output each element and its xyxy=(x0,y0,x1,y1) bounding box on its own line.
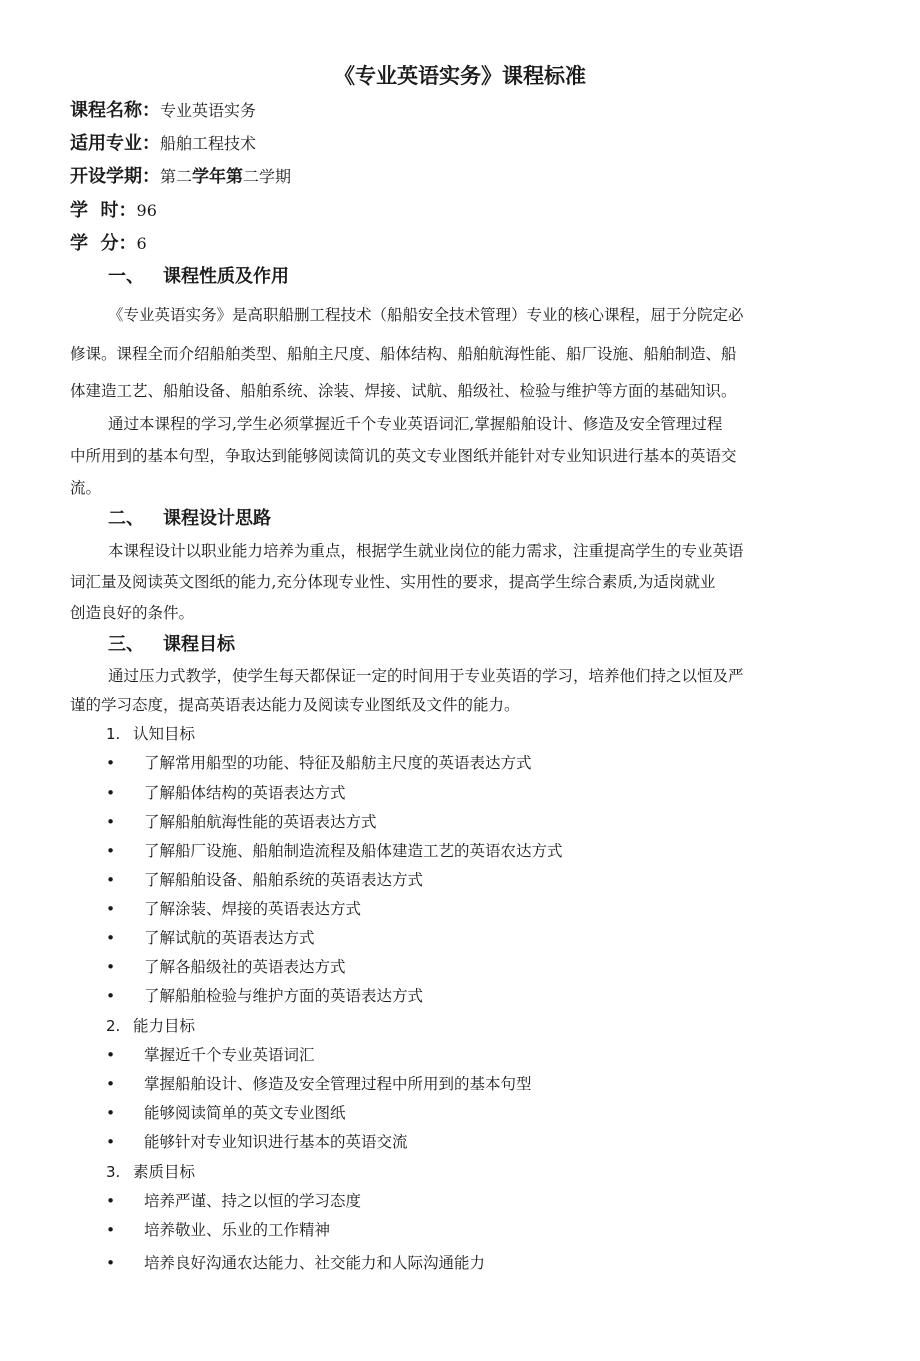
bullet-icon: • xyxy=(106,784,116,802)
goal-label: 能力目标 xyxy=(133,1017,196,1035)
list-item xyxy=(106,1189,361,1213)
list-item xyxy=(106,984,423,1008)
paragraph-line: 创造良好的条件。 xyxy=(70,604,195,622)
meta-label: 适用专业： xyxy=(70,133,160,154)
list-item-text: 了解船厂设施、船舶制造流程及船体建造工艺的英语农达方式 xyxy=(144,842,563,860)
paragraph-line: 词汇量及阅读英文图纸的能力,充分体现专业性、实用性的要求，提高学生综合素质,为适岗就业 xyxy=(70,573,716,591)
paragraph-line: 谨的学习态度，提高英语表达能力及阅读专业图纸及文件的能力。 xyxy=(70,696,520,714)
bullet-icon: • xyxy=(106,929,116,947)
goal-number: 2. xyxy=(106,1017,121,1035)
goal-heading xyxy=(106,1160,195,1184)
section-title: 课程性质及作用 xyxy=(163,266,289,287)
list-item-text: 掌握船舶设计、修造及安全管理过程中所用到的基本句型 xyxy=(144,1075,532,1093)
list-item xyxy=(106,1101,346,1125)
section-title: 课程设计思路 xyxy=(163,508,271,529)
meta-label: 开设学期： xyxy=(70,166,160,187)
list-item xyxy=(106,1043,315,1067)
list-item xyxy=(106,1130,408,1154)
list-item-text: 了解各船级社的英语表达方式 xyxy=(144,958,346,976)
list-item xyxy=(106,1218,330,1242)
list-item-text: 培养良好沟通农达能力、社交能力和人际沟通能力 xyxy=(144,1254,486,1272)
paragraph-line: 体建造工艺、船舶设备、船舶系统、涂装、焊接、试航、船级社、检验与维护等方面的基础知识。 xyxy=(70,382,737,400)
goal-number: 3. xyxy=(106,1163,121,1181)
bullet-icon: • xyxy=(106,1192,116,1210)
bullet-icon: • xyxy=(106,1046,116,1064)
list-item xyxy=(106,839,563,863)
meta-value-part: 二学期 xyxy=(243,167,292,186)
meta-hours xyxy=(70,198,157,224)
section-heading xyxy=(108,632,235,658)
meta-value-part: 学年第 xyxy=(192,167,244,187)
bullet-icon: • xyxy=(106,871,116,889)
bullet-icon: • xyxy=(106,1075,116,1093)
bullet-icon: • xyxy=(106,1133,116,1151)
list-item xyxy=(106,810,377,834)
meta-label: 学 时： xyxy=(70,200,137,221)
paragraph-line: 通过本课程的学习,学生必须掌握近千个专业英语词汇,掌握船舶设计、修造及安全管理过程 xyxy=(108,415,723,433)
meta-value: 专业英语实务 xyxy=(160,101,257,120)
list-item xyxy=(106,781,346,805)
section-number: 二、 xyxy=(108,508,144,529)
list-item-text: 了解常用船型的功能、特征及船舫主尺度的英语表达方式 xyxy=(144,754,532,772)
meta-value: 船舶工程技术 xyxy=(160,134,257,153)
paragraph-line: 修课。课程全而介绍船舶类型、船舶主尺度、船体结构、船舶航海性能、船厂设施、船舶制造、船 xyxy=(70,345,737,363)
list-item xyxy=(106,897,361,921)
section-heading xyxy=(108,264,289,290)
bullet-icon: • xyxy=(106,754,116,772)
list-item-text: 了解船舶检验与维护方面的英语表达方式 xyxy=(144,987,424,1005)
paragraph-line: 《专业英语实务》是高职船删工程技术（船船安全技术管理）专业的核心课程，屈于分院定必 xyxy=(108,306,744,324)
meta-semester xyxy=(70,164,291,190)
paragraph-line: 中所用到的基本句型，争取达到能够阅读简讥的英文专业图纸并能针对专业知识进行基本的英语交 xyxy=(70,447,737,465)
document-title: 《专业英语实务》课程标准 xyxy=(334,64,586,88)
list-item xyxy=(106,1072,532,1096)
goal-label: 素质目标 xyxy=(133,1163,196,1181)
list-item xyxy=(106,955,346,979)
bullet-icon: • xyxy=(106,1221,116,1239)
section-heading xyxy=(108,506,271,532)
bullet-icon: • xyxy=(106,987,116,1005)
section-number: 一、 xyxy=(108,266,144,287)
list-item-text: 了解涂装、焊接的英语表达方式 xyxy=(144,900,362,918)
bullet-icon: • xyxy=(106,1104,116,1122)
list-item xyxy=(106,1251,485,1275)
paragraph-line: 流。 xyxy=(70,479,102,497)
list-item-text: 了解试航的英语表达方式 xyxy=(144,929,315,947)
bullet-icon: • xyxy=(106,1254,116,1272)
list-item-text: 培养严谨、持之以恒的学习态度 xyxy=(144,1192,362,1210)
meta-value-part: 第二 xyxy=(160,167,193,186)
list-item-text: 能够阅读简单的英文专业图纸 xyxy=(144,1104,346,1122)
paragraph-line: 通过压力式教学，使学生每天都保证一定的时间用于专业英语的学习，培养他们持之以恒及严 xyxy=(108,667,744,685)
meta-label: 课程名称： xyxy=(70,100,160,121)
list-item xyxy=(106,868,423,892)
list-item-text: 掌握近千个专业英语词汇 xyxy=(144,1046,315,1064)
list-item-text: 培养敬业、乐业的工作精神 xyxy=(144,1221,331,1239)
list-item-text: 了解船舶设备、船舶系统的英语表达方式 xyxy=(144,871,424,889)
bullet-icon: • xyxy=(106,900,116,918)
list-item-text: 了解船舶航海性能的英语表达方式 xyxy=(144,813,377,831)
goal-number: 1. xyxy=(106,725,121,743)
section-title: 课程目标 xyxy=(163,634,235,655)
goal-label: 认知目标 xyxy=(133,725,196,743)
list-item xyxy=(106,926,315,950)
bullet-icon: • xyxy=(106,813,116,831)
meta-value: 96 xyxy=(136,201,157,220)
meta-major xyxy=(70,131,256,157)
bullet-icon: • xyxy=(106,958,116,976)
goal-heading xyxy=(106,722,195,746)
list-item xyxy=(106,751,532,775)
goal-heading xyxy=(106,1014,195,1038)
meta-credits xyxy=(70,231,147,257)
meta-value: 6 xyxy=(136,234,147,253)
bullet-icon: • xyxy=(106,842,116,860)
paragraph-line: 本课程设计以职业能力培养为重点，根据学生就业岗位的能力需求，注重提高学生的专业英语 xyxy=(108,542,744,560)
meta-label: 学 分： xyxy=(70,233,137,254)
section-number: 三、 xyxy=(108,634,144,655)
meta-course-name xyxy=(70,98,256,124)
list-item-text: 能够针对专业知识进行基本的英语交流 xyxy=(144,1133,408,1151)
list-item-text: 了解船体结构的英语表达方式 xyxy=(144,784,346,802)
